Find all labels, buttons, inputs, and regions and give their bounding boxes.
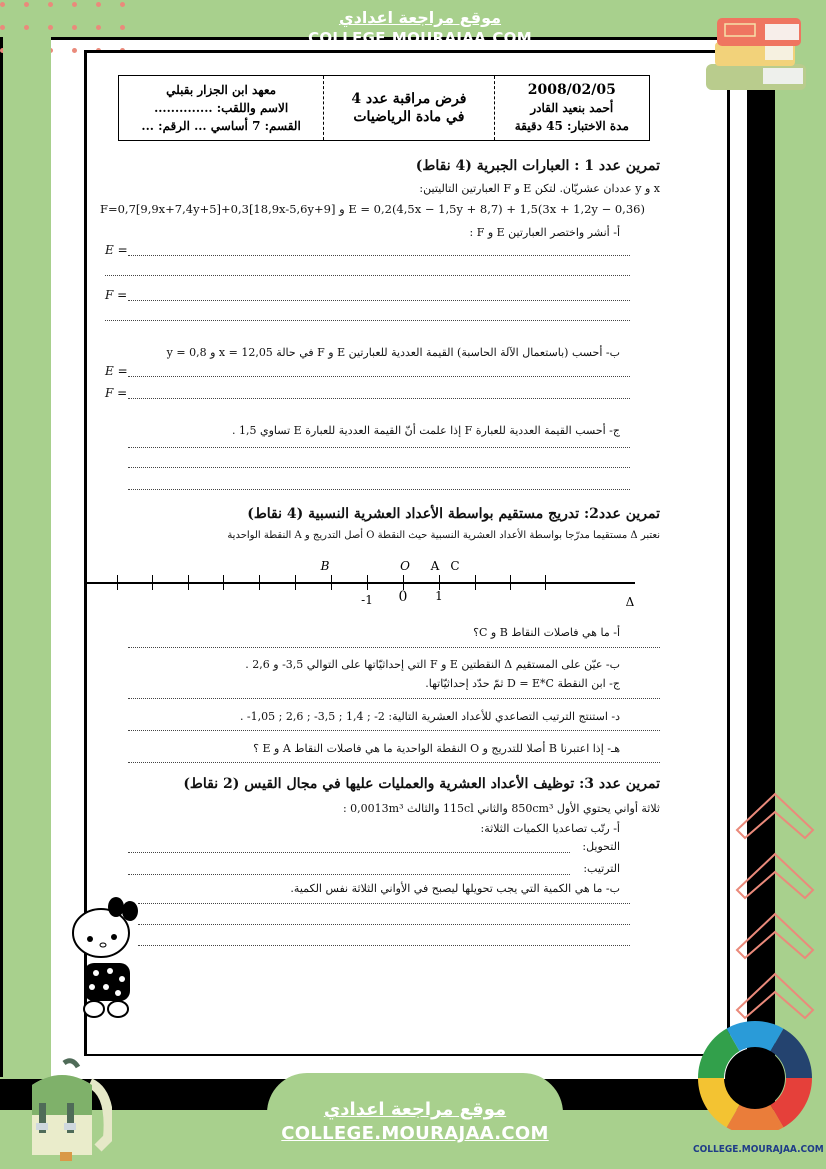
chevron-arrows bbox=[735, 790, 820, 1030]
answer-line[interactable] bbox=[128, 762, 660, 763]
site-banner-top[interactable] bbox=[290, 8, 550, 48]
exercise3-intro: ثلاثة أواني يحتوي الأول 850cm³ والثاني 115cl والثالث 0,0013m³ : bbox=[342, 802, 660, 815]
tick-label-0: 0 bbox=[398, 589, 408, 605]
exercise2-question-b: ب- عيّن على المستقيم Δ النقطتين E و F التي إحداثيّاتها على التوالي 3,5- و 2,6 . bbox=[245, 658, 620, 671]
banner-arabic[interactable]: موقع مراجعة اعدادي bbox=[338, 8, 502, 27]
header-date-cell bbox=[494, 76, 649, 140]
exercise3-question-a: أ- رتّب تصاعديا الكميات الثلاثة: bbox=[480, 822, 620, 835]
answer-line[interactable] bbox=[138, 903, 630, 904]
exercise2-question-a: أ- ما هي فاصلات النقاط B و C؟ bbox=[473, 626, 620, 639]
logo-caption[interactable]: COLLEGE.MOURAJAA.COM bbox=[693, 1144, 824, 1155]
books-icon bbox=[703, 12, 811, 96]
exercise1-intro: x و y عددان عشريّان. لتكن E و F العبارتين التاليتين: bbox=[419, 182, 660, 195]
expression-joiner: و bbox=[339, 202, 345, 216]
answer-line[interactable] bbox=[128, 647, 660, 648]
point-O-label: O bbox=[400, 559, 410, 573]
answer-line[interactable] bbox=[128, 376, 630, 377]
answer-line[interactable] bbox=[128, 852, 570, 853]
exam-date: 2008/02/05 bbox=[527, 82, 616, 98]
answer-line[interactable] bbox=[128, 874, 570, 875]
answer-line[interactable] bbox=[128, 730, 660, 731]
tick-label-1: 1 bbox=[435, 589, 443, 603]
expression-E: E = 0,2(4,5x − 1,5y + 8,7) + 1,5(3x + 1,2y − 0,36) bbox=[348, 202, 645, 216]
point-C-label: C bbox=[450, 559, 460, 573]
answer-line[interactable] bbox=[128, 300, 630, 301]
exercise2-question-c: ج- ابن النقطة D = E*C ثمّ حدّد إحداثيّاتها. bbox=[425, 677, 620, 690]
number-line-delta bbox=[85, 559, 635, 615]
exercise1-question-c: ج- أحسب القيمة العددية للعبارة F إذا علمت أنّ القيمة العددية للعبارة E تساوي 1,5 . bbox=[232, 424, 620, 437]
school-name: معهد ابن الجزار بقبلي bbox=[166, 83, 277, 97]
cartoon-cat-illustration bbox=[66, 893, 156, 1023]
exercise2-question-e: هـ- إذا اعتبرنا B أصلا للتدريج و O النقطة الواحدية ما هي فاصلات النقاط A و E ؟ bbox=[253, 742, 620, 755]
answer-line[interactable] bbox=[128, 698, 660, 699]
answer-line[interactable] bbox=[128, 447, 630, 448]
tick-label-minus-1: -1 bbox=[361, 593, 373, 607]
answer-line[interactable] bbox=[128, 255, 630, 256]
header-title-cell bbox=[323, 76, 493, 140]
number-line-axis bbox=[85, 582, 635, 584]
site-banner-bottom[interactable] bbox=[270, 1098, 560, 1146]
teacher-name: أحمد بنعيد القادر bbox=[530, 101, 614, 115]
student-class-field: القسم: 7 أساسي ... الرقم: ... bbox=[141, 119, 301, 133]
order-label: الترتيب: bbox=[583, 862, 620, 875]
exercise2-intro: نعتبر Δ مستقيما مدرّجا بواسطة الأعداد العشرية النسبية حيث النقطة O أصل التدريج و A النقطة الواحدية bbox=[227, 530, 660, 541]
answer-line[interactable] bbox=[138, 924, 630, 925]
exam-header bbox=[118, 75, 650, 141]
exam-duration: مدة الاختبار: 45 دقيقة bbox=[514, 119, 629, 133]
exercise2-title: تمرين عدد2: تدريج مستقيم بواسطة الأعداد العشرية النسبية (4 نقاط) bbox=[247, 506, 660, 522]
exam-title: فرض مراقبة عدد 4 bbox=[351, 91, 467, 107]
exercise2-question-d: د- استنتج الترتيب التصاعدي للأعداد العشرية التالية: 2- ; 1,4 ; 3,5- ; 2,6 ; 1,05- . bbox=[239, 710, 620, 723]
line-name-delta: Δ bbox=[625, 595, 635, 609]
exercise3-title: تمرين عدد 3: توظيف الأعداد العشرية والعمليات عليها في مجال القيس (2 نقاط) bbox=[183, 776, 660, 792]
expression-F: F=0,7[9,9x+7,4y+5]+0,3[18,9x-5,6y+9] bbox=[100, 202, 336, 216]
answer-line[interactable] bbox=[105, 275, 630, 276]
point-B-label: B bbox=[320, 559, 330, 573]
answer-label-E: E = bbox=[105, 243, 128, 257]
student-name-field: الاسم واللقب: .............. bbox=[154, 101, 289, 115]
exam-subject: في مادة الرياضيات bbox=[353, 109, 465, 125]
point-A-label: A bbox=[430, 559, 440, 573]
answer-line[interactable] bbox=[128, 467, 630, 468]
conversion-label: التحويل: bbox=[582, 840, 620, 853]
answer-line[interactable] bbox=[105, 320, 630, 321]
banner-url[interactable]: COLLEGE.MOURAJAA.COM bbox=[281, 1123, 549, 1144]
exercise3-question-b: ب- ما هي الكمية التي يجب تحويلها ليصبح في الأواني الثلاثة نفس الكمية. bbox=[290, 882, 620, 895]
backpack-icon bbox=[12, 1055, 112, 1165]
banner-url[interactable]: COLLEGE.MOURAJAA.COM bbox=[308, 29, 532, 47]
exercise1-question-a: أ- أنشر واختصر العبارتين E و F : bbox=[469, 226, 620, 239]
banner-arabic[interactable]: موقع مراجعة اعدادي bbox=[323, 1099, 507, 1120]
left-green-strip bbox=[3, 37, 51, 1077]
education-wheel-logo[interactable] bbox=[693, 1020, 824, 1158]
exercise1-expressions bbox=[100, 202, 645, 216]
answer-label-E: E = bbox=[105, 364, 128, 378]
answer-line[interactable] bbox=[128, 489, 630, 490]
exercise1-question-b: ب- أحسب (باستعمال الآلة الحاسبة) القيمة العددية للعبارتين E و F في حالة x = 12,05 و y = 0,8 bbox=[166, 346, 620, 359]
answer-line[interactable] bbox=[128, 398, 630, 399]
exam-frame bbox=[84, 50, 730, 1056]
answer-label-F: F = bbox=[105, 288, 128, 302]
answer-label-F: F = bbox=[105, 386, 128, 400]
answer-line[interactable] bbox=[138, 945, 630, 946]
header-student-cell bbox=[119, 76, 323, 140]
exercise1-title: تمرين عدد 1 : العبارات الجبرية (4 نقاط) bbox=[415, 158, 660, 174]
